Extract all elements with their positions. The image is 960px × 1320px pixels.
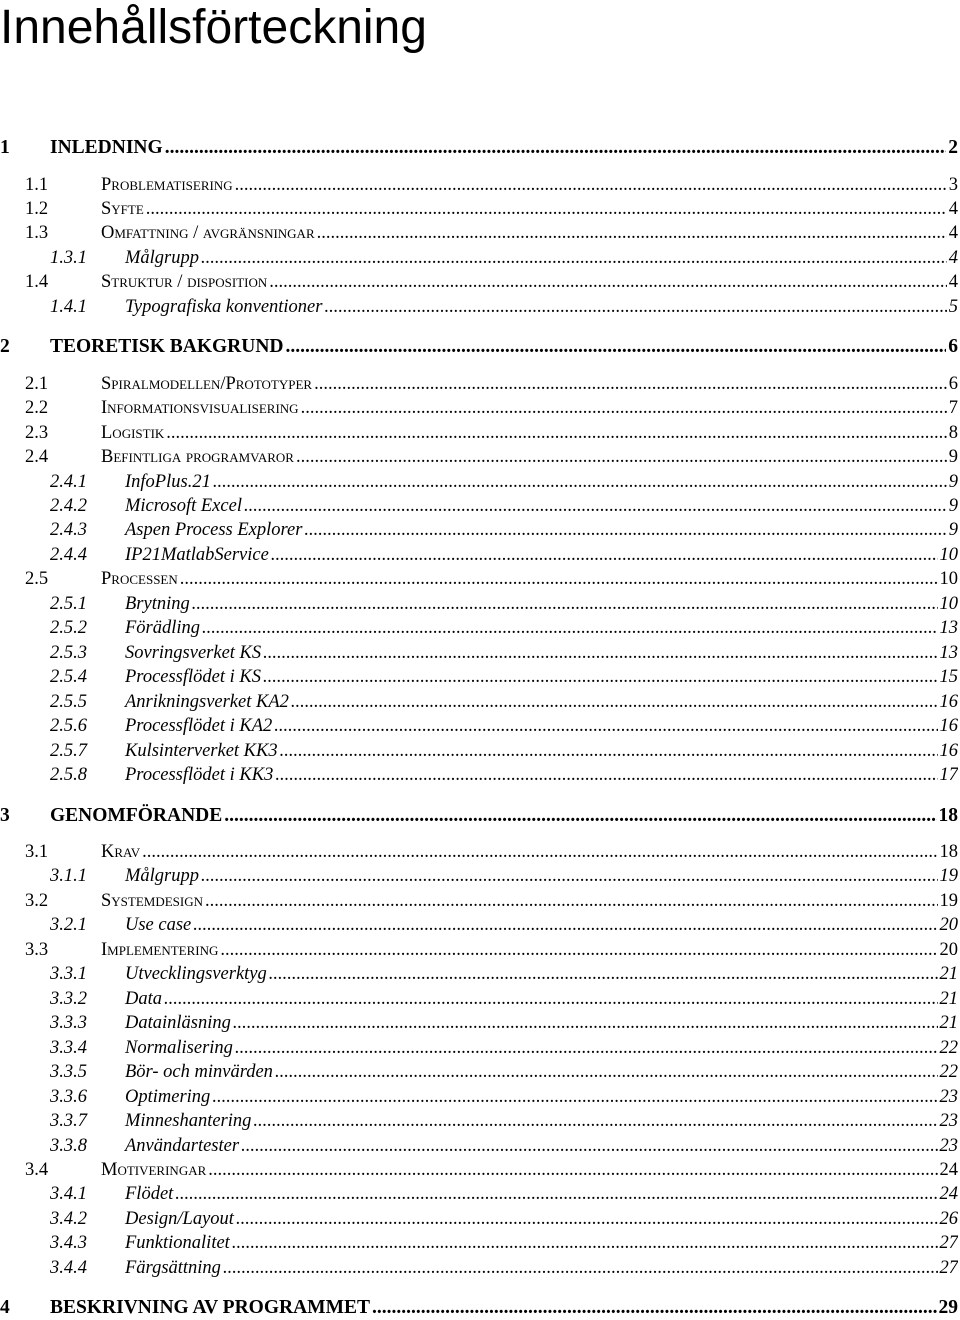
toc-entry-number: 3.4.3 xyxy=(50,1233,87,1254)
toc-leader-dots xyxy=(280,739,938,763)
toc-entry-3-4-3[interactable] xyxy=(50,1231,958,1255)
toc-entry-2[interactable] xyxy=(0,335,958,359)
toc-entry-title: INLEDNING xyxy=(50,137,163,158)
toc-entry-number: 2.3 xyxy=(25,422,49,443)
toc-entry-2-4-4[interactable] xyxy=(50,543,958,567)
toc-entry-3-3-2[interactable] xyxy=(50,987,958,1011)
toc-leader-dots xyxy=(304,518,946,542)
toc-leader-dots xyxy=(275,763,937,787)
toc-entry-title: Befintliga programvaror xyxy=(101,447,294,468)
toc-entry-2-4-2[interactable] xyxy=(50,494,958,518)
toc-leader-dots xyxy=(263,665,938,689)
toc-entry-2-1[interactable] xyxy=(25,372,958,396)
toc-leader-dots xyxy=(223,1256,938,1280)
toc-entry-2-5-1[interactable] xyxy=(50,592,958,616)
toc-entry-2-4-1[interactable] xyxy=(50,470,958,494)
toc-entry-number: 3.3 xyxy=(25,939,49,960)
toc-entry-title: Problematisering xyxy=(101,174,233,195)
toc-entry-number: 3.1.1 xyxy=(50,866,87,887)
toc-entry-1[interactable] xyxy=(0,136,958,160)
toc-entry-page: 19 xyxy=(939,890,958,911)
toc-entry-number: 1.4 xyxy=(25,272,49,293)
toc-entry-title: IP21MatlabService xyxy=(125,544,269,565)
toc-entry-page: 20 xyxy=(939,939,958,960)
toc-entry-page: 22 xyxy=(939,1037,958,1058)
toc-entry-number: 3.4 xyxy=(25,1159,49,1180)
toc-leader-dots xyxy=(213,470,947,494)
toc-entry-page: 2 xyxy=(948,137,958,158)
toc-entry-number: 3.4.1 xyxy=(50,1184,87,1205)
toc-entry-title: Use case xyxy=(125,915,192,936)
toc-entry-title: Syfte xyxy=(101,198,144,219)
toc-entry-number: 2.2 xyxy=(25,398,49,419)
toc-entry-title: GENOMFÖRANDE xyxy=(50,804,223,826)
toc-entry-number: 4 xyxy=(0,1297,10,1319)
toc-entry-page: 7 xyxy=(948,398,958,419)
toc-entry-title: Spiralmodellen/Prototyper xyxy=(101,373,313,394)
toc-entry-page: 21 xyxy=(939,964,958,985)
toc-entry-title: Struktur / disposition xyxy=(101,272,268,293)
toc-leader-dots xyxy=(201,246,947,270)
toc-entry-3-3-1[interactable] xyxy=(50,962,958,986)
toc-entry-1-4[interactable] xyxy=(25,270,958,294)
toc-entry-number: 3.3.4 xyxy=(50,1037,87,1058)
toc-entry-number: 3.3.1 xyxy=(50,964,87,985)
toc-entry-number: 3.3.3 xyxy=(50,1013,87,1034)
toc-entry-title: Flödet xyxy=(125,1184,174,1205)
toc-entry-title: Processen xyxy=(101,569,178,590)
toc-entry-2-3[interactable] xyxy=(25,421,958,445)
toc-entry-title: Förädling xyxy=(125,618,201,639)
toc-entry-page: 19 xyxy=(939,866,958,887)
toc-entry-number: 2.5.8 xyxy=(50,765,87,785)
toc-entry-title: Användartester xyxy=(125,1135,240,1156)
toc-entry-3-3-8[interactable] xyxy=(50,1134,958,1158)
toc-leader-dots xyxy=(202,616,937,640)
toc-entry-number: 3.2 xyxy=(25,890,49,911)
toc-entry-page: 9 xyxy=(948,520,958,541)
toc-entry-title: Sovringsverket KS xyxy=(125,642,262,663)
toc-entry-page: 27 xyxy=(939,1257,958,1278)
toc-entry-number: 3 xyxy=(0,804,10,826)
toc-entry-3-3-5[interactable] xyxy=(50,1060,958,1084)
toc-entry-page: 24 xyxy=(939,1184,958,1205)
toc-entry-1-3[interactable] xyxy=(25,221,958,245)
toc-entry-page: 8 xyxy=(948,422,958,443)
toc-leader-dots xyxy=(269,270,947,294)
toc-entry-title: Kulsinterverket KK3 xyxy=(125,740,278,761)
toc-entry-title: Aspen Process Explorer xyxy=(125,520,303,541)
toc-leader-dots xyxy=(324,295,946,319)
toc-leader-dots xyxy=(286,335,947,359)
toc-entry-number: 2.4.3 xyxy=(50,520,87,541)
toc-entry-page: 5 xyxy=(948,296,958,317)
toc-entry-3-3-4[interactable] xyxy=(50,1036,958,1060)
toc-entry-title: Omfattning / avgränsningar xyxy=(101,223,315,244)
toc-entry-page: 18 xyxy=(939,842,958,862)
toc-leader-dots xyxy=(192,592,938,616)
toc-leader-dots xyxy=(201,864,938,888)
toc-entry-title: Systemdesign xyxy=(101,890,204,911)
toc-leader-dots xyxy=(296,445,947,469)
toc-entry-page: 23 xyxy=(939,1086,958,1107)
toc-entry-3-3-3[interactable] xyxy=(50,1011,958,1035)
toc-entry-2-5-5[interactable] xyxy=(50,690,958,714)
toc-entry-3-4[interactable] xyxy=(25,1158,958,1182)
toc-entry-title: Logistik xyxy=(101,422,165,443)
toc-entry-number: 2.5.4 xyxy=(50,667,87,688)
toc-leader-dots xyxy=(205,889,937,913)
toc-entry-number: 1 xyxy=(0,137,10,158)
toc-entry-number: 1.3.1 xyxy=(50,247,87,268)
toc-entry-3-1-1[interactable] xyxy=(50,864,958,888)
toc-entry-page: 10 xyxy=(939,569,958,590)
toc-leader-dots xyxy=(253,1109,937,1133)
toc-entry-page: 21 xyxy=(939,988,958,1009)
toc-entry-page: 15 xyxy=(939,667,958,688)
toc-entry-title: Implementering xyxy=(101,939,219,960)
toc-entry-page: 3 xyxy=(948,174,958,195)
toc-entry-title: Utvecklingsverktyg xyxy=(125,964,267,985)
toc-entry-2-4[interactable] xyxy=(25,445,958,469)
toc-entry-number: 2.5.3 xyxy=(50,642,87,663)
toc-entry-2-5-2[interactable] xyxy=(50,616,958,640)
toc-leader-dots xyxy=(314,372,947,396)
toc-entry-3-2-1[interactable] xyxy=(50,913,958,937)
toc-entry-page: 23 xyxy=(939,1111,958,1131)
toc-entry-page: 4 xyxy=(948,272,958,293)
toc-leader-dots xyxy=(232,1231,938,1255)
toc-entry-title: Microsoft Excel xyxy=(125,496,242,516)
toc-entry-page: 10 xyxy=(939,593,958,614)
toc-entry-title: Anrikningsverket KA2 xyxy=(125,691,289,712)
toc-leader-dots xyxy=(146,197,947,221)
toc-entry-1-4-1[interactable] xyxy=(50,295,958,319)
toc-entry-title: Processflödet i KK3 xyxy=(125,765,274,785)
toc-entry-number: 2.4.4 xyxy=(50,544,87,565)
toc-entry-title: Datainläsning xyxy=(125,1013,231,1034)
toc-entry-3[interactable] xyxy=(0,804,958,828)
toc-entry-page: 23 xyxy=(939,1135,958,1156)
toc-entry-title: Data xyxy=(125,988,162,1009)
toc-leader-dots xyxy=(271,543,938,567)
toc-entry-title: TEORETISK BAKGRUND xyxy=(50,336,284,358)
toc-entry-2-5-4[interactable] xyxy=(50,665,958,689)
toc-entry-title: Typografiska konventioner xyxy=(125,296,323,317)
toc-entry-page: 21 xyxy=(939,1013,958,1034)
toc-entry-number: 3.4.4 xyxy=(50,1257,87,1278)
toc-leader-dots xyxy=(236,1207,938,1231)
toc-entry-page: 18 xyxy=(938,804,958,826)
toc-entry-page: 9 xyxy=(948,496,958,516)
toc-entry-page: 16 xyxy=(939,691,958,712)
toc-entry-number: 1.2 xyxy=(25,198,49,219)
toc-entry-1-1[interactable] xyxy=(25,173,958,197)
toc-entry-3-1[interactable] xyxy=(25,840,958,864)
toc-entry-number: 2.4.1 xyxy=(50,471,87,492)
toc-entry-page: 27 xyxy=(939,1233,958,1254)
toc-entry-2-5[interactable] xyxy=(25,567,958,591)
toc-entry-title: Design/Layout xyxy=(125,1208,234,1229)
toc-entry-title: Färgsättning xyxy=(125,1257,221,1278)
toc-entry-3-3-7[interactable] xyxy=(50,1109,958,1133)
toc-entry-number: 2.5 xyxy=(25,569,49,590)
toc-entry-title: Minneshantering xyxy=(125,1111,252,1131)
toc-entry-page: 17 xyxy=(939,765,958,785)
toc-entry-title: Målgrupp xyxy=(125,247,199,268)
toc-leader-dots xyxy=(372,1296,937,1320)
toc-entry-title: Informationsvisualisering xyxy=(101,398,299,419)
toc-leader-dots xyxy=(241,1134,937,1158)
toc-entry-number: 2.5.2 xyxy=(50,618,87,639)
toc-entry-page: 6 xyxy=(948,336,958,358)
toc-entry-title: Optimering xyxy=(125,1086,211,1107)
toc-leader-dots xyxy=(164,987,938,1011)
toc-entry-number: 2.4 xyxy=(25,447,49,468)
toc-entry-title: Brytning xyxy=(125,593,190,614)
toc-entry-number: 1.3 xyxy=(25,223,49,244)
toc-leader-dots xyxy=(235,173,947,197)
toc-entry-number: 3.3.6 xyxy=(50,1086,87,1107)
toc-entry-title: BESKRIVNING AV PROGRAMMET xyxy=(50,1297,370,1319)
toc-entry-1-2[interactable] xyxy=(25,197,958,221)
toc-entry-number: 2.5.5 xyxy=(50,691,87,712)
toc-entry-page: 4 xyxy=(948,223,958,244)
toc-entry-page: 4 xyxy=(948,198,958,219)
toc-entry-number: 3.3.2 xyxy=(50,988,87,1009)
toc-leader-dots xyxy=(180,567,938,591)
toc-entry-title: Bör- och minvärden xyxy=(125,1062,273,1083)
toc-entry-number: 1.4.1 xyxy=(50,296,87,317)
toc-entry-number: 2 xyxy=(0,336,10,358)
toc-entry-number: 3.3.5 xyxy=(50,1062,87,1083)
toc-entry-title: Processflödet i KS xyxy=(125,667,261,688)
toc-leader-dots xyxy=(291,690,938,714)
toc-entry-page: 16 xyxy=(939,740,958,761)
toc-entry-page: 22 xyxy=(939,1062,958,1083)
toc-entry-number: 2.4.2 xyxy=(50,496,87,516)
toc-leader-dots xyxy=(165,136,947,160)
toc-entry-title: Motiveringar xyxy=(101,1159,207,1180)
toc-leader-dots xyxy=(244,494,947,518)
toc-entry-page: 10 xyxy=(939,544,958,565)
toc-leader-dots xyxy=(235,1036,938,1060)
toc-leader-dots xyxy=(175,1182,937,1206)
page-title: Innehållsförteckning xyxy=(0,1,427,54)
toc-entry-2-2[interactable] xyxy=(25,396,958,420)
toc-entry-title: Krav xyxy=(101,842,141,862)
toc-leader-dots xyxy=(224,804,936,828)
toc-leader-dots xyxy=(166,421,946,445)
toc-entry-title: Normalisering xyxy=(125,1037,233,1058)
toc-leader-dots xyxy=(317,221,947,245)
toc-entry-3-3[interactable] xyxy=(25,938,958,962)
toc-entry-page: 6 xyxy=(948,373,958,394)
toc-entry-title: InfoPlus.21 xyxy=(125,471,211,492)
toc-entry-number: 2.5.1 xyxy=(50,593,87,614)
toc-entry-2-5-6[interactable] xyxy=(50,714,958,738)
toc-entry-title: Funktionalitet xyxy=(125,1233,230,1254)
toc-entry-page: 4 xyxy=(948,247,958,268)
toc-entry-2-5-7[interactable] xyxy=(50,739,958,763)
toc-entry-3-4-2[interactable] xyxy=(50,1207,958,1231)
toc-entry-number: 2.5.6 xyxy=(50,716,87,737)
toc-entry-number: 2.1 xyxy=(25,373,49,394)
toc-entry-2-4-3[interactable] xyxy=(50,518,958,542)
toc-entry-number: 3.3.7 xyxy=(50,1111,87,1131)
toc-entry-page: 13 xyxy=(939,642,958,663)
toc-leader-dots xyxy=(208,1158,937,1182)
toc-entry-number: 3.1 xyxy=(25,842,49,862)
toc-leader-dots xyxy=(269,962,938,986)
toc-entry-number: 3.4.2 xyxy=(50,1208,87,1229)
toc-entry-2-5-3[interactable] xyxy=(50,641,958,665)
toc-entry-number: 3.3.8 xyxy=(50,1135,87,1156)
toc-leader-dots xyxy=(142,840,937,864)
toc-leader-dots xyxy=(212,1085,937,1109)
toc-entry-page: 24 xyxy=(939,1159,958,1180)
toc-leader-dots xyxy=(301,396,947,420)
toc-entry-number: 3.2.1 xyxy=(50,915,87,936)
toc-entry-3-2[interactable] xyxy=(25,889,958,913)
toc-leader-dots xyxy=(233,1011,938,1035)
toc-leader-dots xyxy=(220,938,937,962)
toc-entry-1-3-1[interactable] xyxy=(50,246,958,270)
toc-entry-3-3-6[interactable] xyxy=(50,1085,958,1109)
toc-entry-page: 16 xyxy=(939,716,958,737)
toc-entry-3-4-1[interactable] xyxy=(50,1182,958,1206)
toc-entry-3-4-4[interactable] xyxy=(50,1256,958,1280)
toc-entry-2-5-8[interactable] xyxy=(50,763,958,787)
toc-entry-number: 2.5.7 xyxy=(50,740,87,761)
toc-leader-dots xyxy=(193,913,937,937)
toc-entry-number: 1.1 xyxy=(25,174,49,195)
toc-entry-page: 13 xyxy=(939,618,958,639)
toc-entry-page: 20 xyxy=(939,915,958,936)
toc-leader-dots xyxy=(263,641,937,665)
toc-leader-dots xyxy=(275,1060,938,1084)
toc-entry-page: 26 xyxy=(939,1208,958,1229)
toc-entry-title: Processflödet i KA2 xyxy=(125,716,273,737)
toc-entry-4[interactable] xyxy=(0,1296,958,1320)
toc-entry-page: 9 xyxy=(948,471,958,492)
toc-entry-page: 29 xyxy=(938,1297,958,1319)
toc-leader-dots xyxy=(274,714,937,738)
toc-entry-title: Målgrupp xyxy=(125,866,199,887)
toc-entry-page: 9 xyxy=(948,447,958,468)
